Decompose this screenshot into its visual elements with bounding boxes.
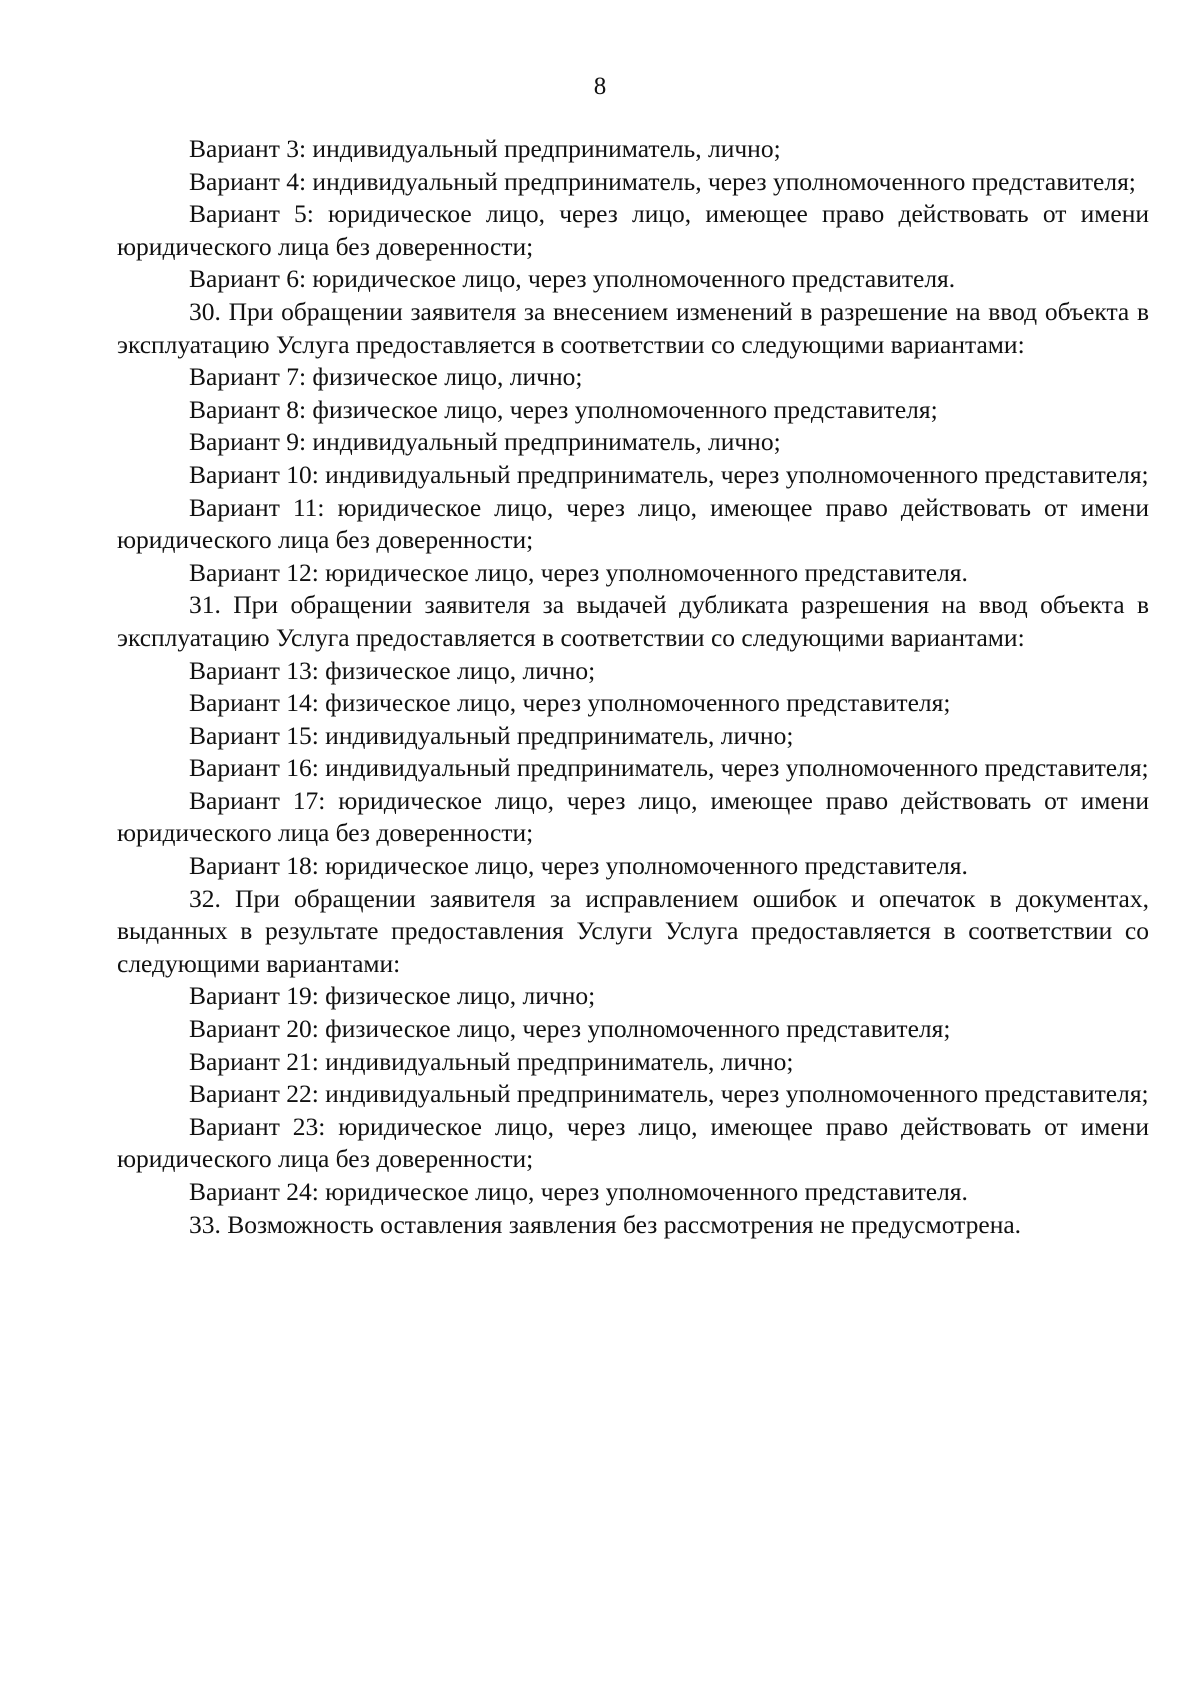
paragraph-variant-13: Вариант 13: физическое лицо, лично;	[189, 655, 596, 685]
paragraph-variant-9: Вариант 9: индивидуальный предприниматель, лично;	[189, 427, 781, 457]
paragraph-variant-8: Вариант 8: физическое лицо, через уполномоченного представителя;	[189, 394, 938, 424]
paragraph-variant-21: Вариант 21: индивидуальный предприниматель, лично;	[189, 1046, 794, 1076]
paragraph-variant-17: Вариант 17: юридическое лицо, через лицо, имеющее право действовать от имени юридического лица без доверенности;	[117, 785, 1149, 848]
paragraph-variant-24: Вариант 24: юридическое лицо, через уполномоченного представителя.	[189, 1177, 968, 1206]
paragraph-variant-5: Вариант 5: юридическое лицо, через лицо, имеющее право действовать от имени юридического лица без доверенности;	[117, 199, 1149, 261]
paragraph-variant-18: Вариант 18: юридическое лицо, через уполномоченного представителя.	[189, 851, 968, 881]
paragraph-variant-19: Вариант 19: физическое лицо, лично;	[189, 981, 596, 1011]
paragraph-variant-6: Вариант 6: юридическое лицо, через уполномоченного представителя.	[189, 264, 956, 294]
paragraph-variant-12: Вариант 12: юридическое лицо, через уполномоченного представителя.	[189, 557, 968, 587]
paragraph-variant-4: Вариант 4: индивидуальный предприниматель, через уполномоченного представителя;	[189, 166, 1136, 196]
paragraph-variant-10: Вариант 10: индивидуальный предприниматель, через уполномоченного представителя;	[189, 459, 1149, 489]
paragraph-item-30: 30. При обращении заявителя за внесением изменений в разрешение на ввод объекта в эксплуатацию Услуга предоставляется в соответствии со следующими вариантами:	[117, 296, 1149, 359]
page-number: 8	[593, 73, 607, 100]
paragraph-item-32: 32. При обращении заявителя за исправлением ошибок и опечаток в документах, выданных в результате предоставления Услуги Услуга предоставляется в соответствии со следующими вариантами:	[117, 883, 1149, 978]
paragraph-variant-11: Вариант 11: юридическое лицо, через лицо, имеющее право действовать от имени юридического лица без доверенности;	[117, 492, 1149, 555]
paragraph-variant-14: Вариант 14: физическое лицо, через уполномоченного представителя;	[189, 688, 951, 718]
paragraph-variant-7: Вариант 7: физическое лицо, лично;	[189, 362, 583, 392]
paragraph-variant-20: Вариант 20: физическое лицо, через уполномоченного представителя;	[189, 1014, 951, 1044]
paragraph-variant-16: Вариант 16: индивидуальный предприниматель, через уполномоченного представителя;	[189, 753, 1149, 783]
paragraph-variant-22: Вариант 22: индивидуальный предприниматель, через уполномоченного представителя;	[189, 1079, 1149, 1109]
document-body	[117, 133, 1149, 1241]
paragraph-variant-15: Вариант 15: индивидуальный предприниматель, лично;	[189, 720, 794, 750]
paragraph-variant-23: Вариант 23: юридическое лицо, через лицо, имеющее право действовать от имени юридического лица без доверенности;	[117, 1111, 1149, 1174]
paragraph-item-33: 33. Возможность оставления заявления без рассмотрения не предусмотрена.	[189, 1209, 1022, 1239]
paragraph-variant-3: Вариант 3: индивидуальный предприниматель, лично;	[189, 134, 781, 163]
paragraph-item-31: 31. При обращении заявителя за выдачей дубликата разрешения на ввод объекта в эксплуатацию Услуга предоставляется в соответствии со следующими вариантами:	[117, 590, 1149, 652]
